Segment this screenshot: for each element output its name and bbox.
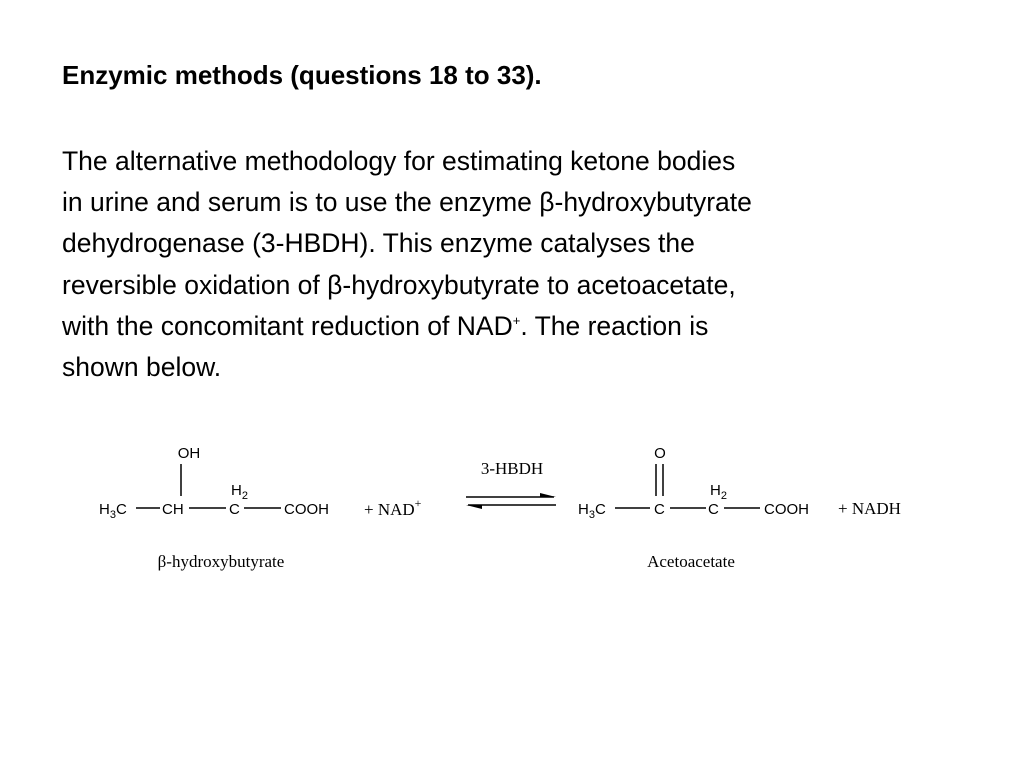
- reactant-name: β-hydroxybutyrate: [157, 552, 285, 571]
- product-structure: [578, 445, 809, 521]
- paragraph-line-3: dehydrogenase (3-HBDH). This enzyme catalyses the: [62, 228, 695, 259]
- equilibrium-arrow: [466, 459, 556, 509]
- hydroxyl-group: OH: [177, 445, 201, 462]
- product-carbonyl-c: C: [654, 501, 665, 518]
- carbonyl-oxygen: O: [654, 445, 666, 462]
- product-h2: $H_2$: [710, 482, 727, 502]
- product-name: Acetoacetate: [647, 552, 735, 571]
- paragraph-line-4: reversible oxidation of β-hydroxybutyrate to acetoacetate,: [62, 269, 736, 300]
- reactant-methylene-c: C: [229, 501, 240, 518]
- reactant-carboxyl: COOH: [284, 501, 329, 518]
- plus-nad: + NAD+: [364, 496, 422, 519]
- product-methylene-c: C: [708, 501, 719, 518]
- paragraph-line-6: shown below.: [62, 352, 222, 383]
- forward-arrowhead: [540, 493, 556, 497]
- reactant-structure: [99, 445, 329, 521]
- paragraph-line-2: in urine and serum is to use the enzyme β-hydroxybutyrate: [62, 187, 752, 218]
- reactant-methyl: $H_3C$: [99, 501, 127, 521]
- nad-superscript: +: [512, 312, 521, 328]
- paragraph-line-1: The alternative methodology for estimating ketone bodies: [62, 146, 736, 176]
- plus-nadh: + NADH: [838, 499, 901, 518]
- reactant-ch: CH: [162, 501, 184, 518]
- paragraph-line-5-end: . The reaction is: [520, 310, 709, 341]
- slide-title: Enzymic methods (questions 18 to 33).: [62, 60, 542, 90]
- enzyme-label: 3-HBDH: [480, 459, 544, 478]
- paragraph-line-5-start: with the concomitant reduction of NAD: [62, 310, 513, 341]
- product-carboxyl: COOH: [764, 501, 809, 518]
- reactant-h2: $H_2$: [231, 482, 248, 502]
- product-methyl: $H_3C$: [578, 501, 606, 521]
